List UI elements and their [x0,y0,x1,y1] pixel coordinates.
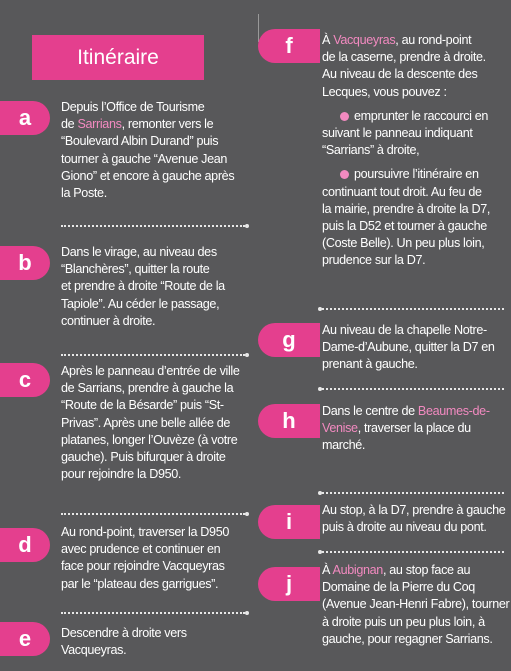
step-b-marker: b [0,246,50,280]
step-f-line: suivant le panneau indiquant [322,126,473,141]
separator-end-dot [318,550,322,554]
step-f-option-1: emprunter le raccourci en [322,108,490,125]
place-name-vacqueyras: Vacqueyras [333,33,396,47]
step-b-line: Dans le virage, au niveau des [61,245,217,259]
step-h-line: Venise, traverser la place du [322,421,471,436]
step-a-line: de Sarrians, remonter vers le [61,117,214,132]
place-name-beaumes: Beaumes-de- [417,404,490,418]
bullet-icon [340,170,349,179]
step-c-line: Privas”. Après une belle allée de [61,415,231,430]
step-f-line: de la caserne, prendre à droite. [322,50,486,65]
step-c-line: “Route de la Bésarde” puis “St- [61,398,224,413]
step-j-line: gauche, pour regagner Sarrians. [322,631,493,646]
step-a-line: la Poste. [61,186,107,201]
step-a-line: Depuis l’Office de Tourisme [61,100,205,114]
step-b-line: Tapiole”. Au céder le passage, [61,296,220,311]
step-b-text [61,244,225,330]
step-d-line: par le “plateau des garrigues”. [61,576,219,591]
step-c-line: pour rejoindre la D950. [61,467,182,482]
step-a-marker: a [0,101,50,135]
step-g-line: Dame-d’Aubune, quitter la D7 en [322,340,495,355]
step-e-text [61,625,187,659]
step-c-line: gauche). Puis bifurquer à droite [61,450,226,465]
step-c-marker: c [0,363,50,397]
step-h-line: Dans le centre de Beaumes-de- [322,404,490,418]
itinerary-title: Itinéraire [32,35,204,80]
step-f-marker: f [258,29,320,63]
separator-end-dot [245,353,249,357]
step-j-line: À Aubignan, au stop face au [322,563,471,577]
step-b-line: et prendre à droite “Route de la [61,279,225,294]
step-i-line: puis à droite au niveau du pont. [322,520,487,535]
step-f-line: (Coste Belle). Un peu plus loin, [322,236,485,251]
separator-dots [61,513,245,515]
step-g-marker: g [258,323,320,357]
step-i-line: Au stop, à la D7, prendre à gauche [322,503,506,517]
step-f-option-2: poursuivre l’itinéraire en [322,166,490,183]
step-a-text [61,99,234,202]
step-h-text [322,403,490,455]
step-f-text [322,32,490,270]
place-name-aubignan: Aubignan [332,563,383,577]
step-e-line: Vacqueyras. [61,643,127,658]
separator-end-dot [318,307,322,311]
step-f-line: continuant tout droit. Au feu de [322,184,482,199]
separator-end-dot [318,491,322,495]
step-i-text [322,502,505,536]
step-f-line: À Vacqueyras, au rond-point [322,33,472,47]
step-c-line: Après le panneau d’entrée de ville [61,364,240,378]
step-g-text [322,322,495,374]
separator-end-dot [318,387,322,391]
separator-dots [322,551,504,553]
step-d-text [61,524,229,593]
step-h-line: marché. [322,438,366,453]
separator-dots [322,388,504,390]
place-name-venise: Venise [322,421,358,436]
step-a-line: “Boulevard Albin Durand” puis [61,134,219,149]
step-f-line: la mairie, prendre à droite la D7, [322,201,490,216]
separator-dots [322,308,504,310]
step-f-line: prudence sur la D7. [322,253,426,268]
step-a-line: Giono” et encore à gauche après [61,168,235,183]
separator-dots [61,354,245,356]
step-e-line: Descendre à droite vers [61,626,187,640]
step-a-line: tourner à gauche “Avenue Jean [61,151,228,166]
step-j-line: à droite puis un peu plus loin, à [322,614,485,629]
separator-end-dot [245,512,249,516]
step-c-text [61,363,240,483]
step-h-marker: h [258,404,320,438]
separator-end-dot [245,611,249,615]
step-f-line: Au niveau de la descente des [322,67,478,82]
step-e-marker: e [0,622,50,656]
place-name-sarrians: Sarrians [77,117,122,132]
separator-dots [322,492,504,494]
step-d-line: avec prudence et continuer en [61,542,221,557]
step-j-marker: j [258,567,320,601]
step-b-line: continuer à droite. [61,313,156,328]
step-j-line: (Avenue Jean-Henri Fabre), tourner [322,597,510,612]
step-i-marker: i [258,505,320,539]
step-d-line: Au rond-point, traverser la D950 [61,525,230,539]
step-g-line: Au niveau de la chapelle Notre- [322,323,487,337]
step-f-line: “Sarrians” à droite, [322,143,420,158]
separator-dots [61,612,245,614]
step-j-line: Domaine de la Pierre du Coq [322,580,475,595]
step-g-line: prenant à gauche. [322,357,418,372]
step-f-line: puis la D52 et tourner à gauche [322,219,487,234]
bullet-icon [340,112,349,121]
separator-dots [61,225,245,227]
separator-end-dot [245,224,249,228]
step-j-text [322,562,509,648]
step-b-line: “Blanchères”, quitter la route [61,262,210,277]
step-d-marker: d [0,528,50,562]
step-f-line: Lecques, vous pouvez : [322,84,447,99]
step-c-line: platanes, longer l’Ouvèze (à votre [61,432,238,447]
step-d-line: face pour rejoindre Vacqueyras [61,559,225,574]
step-c-line: de Sarrians, prendre à gauche la [61,381,234,396]
